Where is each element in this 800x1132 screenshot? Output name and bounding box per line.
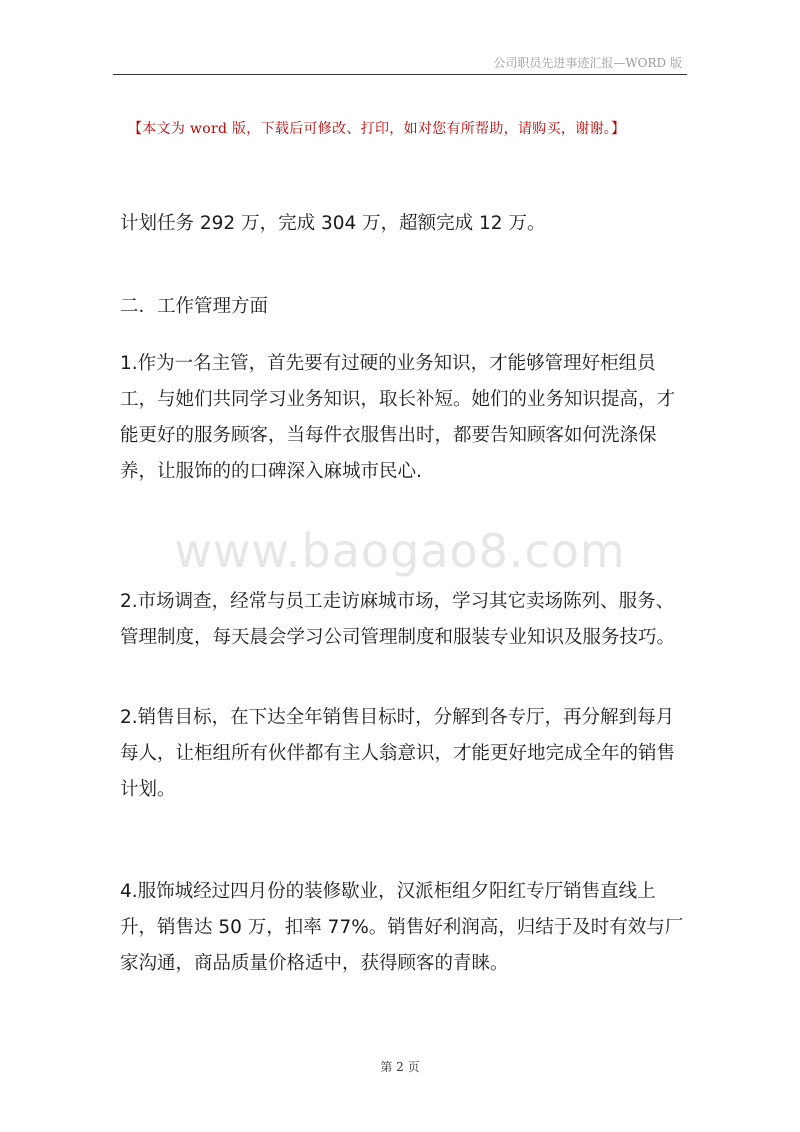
paragraph-item-1: 1.作为一名主管，首先要有过硬的业务知识，才能够管理好柜组员工，与她们共同学习业务知识，取长补短。她们的业务知识提高，才能更好的服务顾客，当每件衣服售出时，都要告知顾客如何洗涤保养，让服饰的的口碑深入麻城市民心. bbox=[120, 353, 676, 482]
paragraph-item-2-sales-target: 2.销售目标，在下达全年销售目标时，分解到各专厅，再分解到每月每人，让柜组所有伙伴都有主人翁意识，才能更好地完成全年的销售计划。 bbox=[120, 707, 676, 800]
running-header: 公司职员先进事迹汇报—WORD 版 bbox=[493, 56, 682, 70]
purchase-notice: 【本文为 word 版，下载后可修改、打印，如对您有所帮助，请购买，谢谢。】 bbox=[128, 121, 626, 137]
paragraph-item-2-market-survey: 2.市场调查，经常与员工走访麻城市场，学习其它卖场陈列、服务、管理制度，每天晨会学习公司管理制度和服装专业知识及服务技巧。 bbox=[120, 591, 676, 648]
watermark-text: www.baogao8.com bbox=[174, 524, 626, 578]
paragraph-sales-summary: 计划任务 292 万，完成 304 万，超额完成 12 万。 bbox=[120, 213, 546, 234]
page-number: 第 2 页 bbox=[380, 1060, 420, 1074]
section-heading-work-management: 二．工作管理方面 bbox=[120, 296, 269, 317]
paragraph-item-4: 4.服饰城经过四月份的装修歇业，汉派柜组夕阳红专厅销售直线上升，销售达 50 万，扣率 77%。销售好利润高，归结于及时有效与厂家沟通，商品质量价格适中，获得顾客的青睐。 bbox=[120, 881, 684, 974]
header-divider bbox=[113, 74, 687, 75]
